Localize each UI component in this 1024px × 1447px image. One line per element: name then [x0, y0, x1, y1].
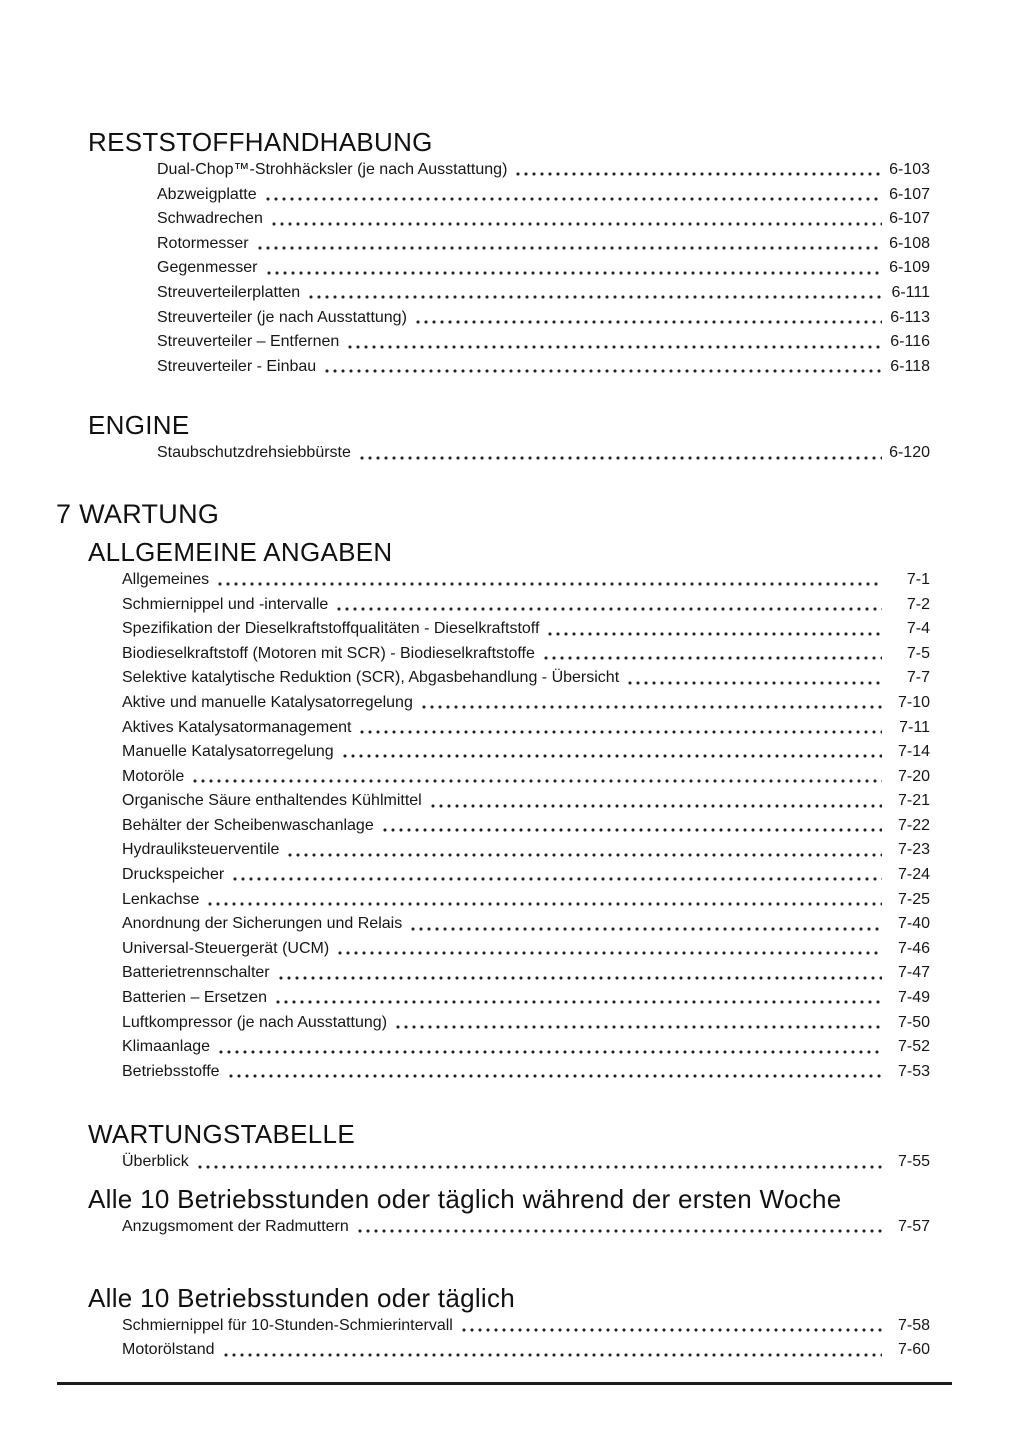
- entry-list: [157, 441, 930, 466]
- dot-leader: [458, 1314, 882, 1339]
- section-heading: ALLGEMEINE ANGABEN: [88, 536, 393, 567]
- entry-label: Streuverteiler - Einbau: [157, 357, 317, 375]
- entry-page: 7-2: [906, 595, 930, 613]
- dot-leader: [334, 937, 882, 962]
- toc-entry: [122, 642, 930, 667]
- section-heading: ENGINE: [88, 410, 190, 441]
- entry-label: Hydrauliksteuerventile: [122, 841, 280, 859]
- entry-page: 7-47: [897, 964, 930, 982]
- dot-leader: [339, 740, 882, 765]
- toc-entry: [122, 1060, 930, 1085]
- entry-page: 7-25: [897, 890, 930, 908]
- toc-entry: [122, 691, 930, 716]
- dot-leader: [215, 1035, 882, 1060]
- entry-label: Schwadrechen: [157, 210, 263, 228]
- toc-entry: [122, 838, 930, 863]
- toc-entry: [157, 158, 930, 183]
- entry-page: 7-55: [897, 1153, 930, 1171]
- entry-page: 7-1: [906, 570, 930, 588]
- entry-label: Allgemeines: [122, 570, 210, 588]
- section-every-10-hours-daily: [88, 1284, 930, 1363]
- entry-page: 7-20: [897, 767, 930, 785]
- entry-label: Schmiernippel für 10-Stunden-Schmierintervall: [122, 1316, 453, 1334]
- entry-page: 6-109: [889, 259, 930, 277]
- dot-leader: [262, 183, 882, 208]
- dot-leader: [418, 691, 882, 716]
- dot-leader: [344, 330, 882, 355]
- dot-leader: [284, 838, 882, 863]
- entry-label: Batterietrennschalter: [122, 964, 270, 982]
- toc-entry: [122, 1011, 930, 1036]
- entry-page: 7-4: [906, 620, 930, 638]
- entry-label: Klimaanlage: [122, 1038, 211, 1056]
- entry-label: Schmiernippel und -intervalle: [122, 595, 329, 613]
- entry-page: 7-49: [897, 989, 930, 1007]
- footer-divider: [57, 1382, 952, 1385]
- entry-label: Abzweigplatte: [157, 185, 257, 203]
- dot-leader: [512, 158, 882, 183]
- entry-page: 6-103: [889, 161, 930, 178]
- toc-entry: [157, 256, 930, 281]
- chapter-heading: 7 WARTUNG: [56, 498, 220, 529]
- toc-entry: [122, 716, 930, 741]
- section-residue-handling: [88, 128, 930, 379]
- dot-leader: [214, 568, 882, 593]
- dot-leader: [263, 256, 883, 281]
- toc-entry: [122, 863, 930, 888]
- entry-page: 7-24: [897, 866, 930, 884]
- toc-entry: [157, 232, 930, 257]
- entry-label: Luftkompressor (je nach Ausstattung): [122, 1013, 388, 1031]
- toc-entry: [122, 937, 930, 962]
- dot-leader: [305, 281, 882, 306]
- dot-leader: [254, 232, 882, 257]
- dot-leader: [229, 863, 882, 888]
- section-heading: Alle 10 Betriebsstunden oder täglich: [88, 1282, 516, 1313]
- entry-label: Organische Säure enthaltendes Kühlmittel: [122, 792, 422, 810]
- entry-label: Spezifikation der Dieselkraftstoffqualitäten - Dieselkraftstoff: [122, 620, 540, 638]
- entry-label: Aktive und manuelle Katalysatorregelung: [122, 693, 413, 711]
- section-every-10-hours-first-week: [88, 1185, 930, 1240]
- entry-label: Biodieselkraftstoff (Motoren mit SCR) - Biodieselkraftstoffe: [122, 644, 535, 662]
- toc-entry: [122, 789, 930, 814]
- entry-label: Streuverteilerplatten: [157, 283, 301, 301]
- entry-page: 7-21: [897, 792, 930, 810]
- dot-leader: [189, 765, 882, 790]
- entry-page: 7-10: [897, 693, 930, 711]
- entry-page: 7-52: [897, 1038, 930, 1056]
- entry-list: [122, 1314, 930, 1363]
- entry-page: 7-5: [906, 644, 930, 662]
- entry-label: Dual-Chop™-Strohhäcksler (je nach Ausstattung): [157, 161, 508, 178]
- entry-page: 7-57: [897, 1218, 930, 1235]
- entry-label: Motorölstand: [122, 1341, 215, 1359]
- entry-label: Batterien – Ersetzen: [122, 989, 267, 1007]
- entry-page: 7-7: [906, 669, 930, 687]
- section-maintenance-chart: [88, 1120, 930, 1175]
- dot-leader: [356, 441, 882, 466]
- dot-leader: [275, 961, 882, 986]
- dot-leader: [321, 355, 882, 380]
- entry-label: Gegenmesser: [157, 259, 258, 277]
- section-heading: Alle 10 Betriebsstunden oder täglich während der ersten Woche: [88, 1184, 842, 1214]
- dot-leader: [354, 1215, 882, 1240]
- dot-leader: [333, 593, 882, 618]
- dot-leader: [225, 1060, 882, 1085]
- entry-label: Rotormesser: [157, 234, 249, 252]
- toc-entry: [157, 441, 930, 466]
- dot-leader: [544, 617, 882, 642]
- toc-entry: [122, 765, 930, 790]
- entry-label: Lenkachse: [122, 890, 200, 908]
- entry-page: 7-60: [897, 1341, 930, 1359]
- dot-leader: [427, 789, 882, 814]
- toc-entry: [122, 1314, 930, 1339]
- toc-entry: [157, 355, 930, 380]
- section-heading: RESTSTOFFHANDHABUNG: [88, 127, 433, 157]
- entry-page: 6-113: [890, 308, 930, 326]
- toc-entry: [122, 1338, 930, 1363]
- section-heading: WARTUNGSTABELLE: [88, 1119, 355, 1150]
- section-general-information: [88, 538, 930, 1084]
- entry-page: 7-23: [897, 841, 930, 859]
- entry-label: Motoröle: [122, 767, 185, 785]
- dot-leader: [204, 888, 882, 913]
- dot-leader: [272, 986, 882, 1011]
- toc-entry: [157, 306, 930, 331]
- toc-entry: [122, 593, 930, 618]
- toc-entry: [122, 912, 930, 937]
- entry-page: 7-58: [897, 1316, 930, 1334]
- entry-label: Anordnung der Sicherungen und Relais: [122, 915, 403, 933]
- dot-leader: [624, 666, 882, 691]
- toc-entry: [122, 568, 930, 593]
- toc-entry: [122, 888, 930, 913]
- toc-entry: [122, 1215, 930, 1240]
- entry-list: [122, 1215, 930, 1240]
- entry-list: [122, 568, 930, 1084]
- entry-page: 6-120: [889, 444, 930, 462]
- entry-label: Anzugsmoment der Radmuttern: [122, 1218, 349, 1235]
- entry-label: Staubschutzdrehsiebbürste: [157, 444, 351, 462]
- toc-entry: [122, 986, 930, 1011]
- entry-page: 7-14: [897, 743, 930, 761]
- toc-entry: [122, 617, 930, 642]
- dot-leader: [407, 912, 882, 937]
- entry-page: 6-108: [889, 234, 930, 252]
- dot-leader: [379, 814, 882, 839]
- toc-entry: [157, 207, 930, 232]
- entry-label: Streuverteiler – Entfernen: [157, 333, 340, 351]
- entry-label: Streuverteiler (je nach Ausstattung): [157, 308, 407, 326]
- entry-label: Universal-Steuergerät (UCM): [122, 939, 330, 957]
- entry-label: Manuelle Katalysatorregelung: [122, 743, 334, 761]
- entry-page: 7-46: [897, 939, 930, 957]
- dot-leader: [412, 306, 882, 331]
- entry-page: 7-11: [899, 718, 930, 736]
- dot-leader: [392, 1011, 882, 1036]
- toc-entry: [122, 666, 930, 691]
- entry-page: 7-22: [897, 816, 930, 834]
- entry-label: Behälter der Scheibenwaschanlage: [122, 816, 374, 834]
- entry-page: 6-116: [890, 333, 930, 351]
- toc-entry: [157, 330, 930, 355]
- toc-entry: [122, 961, 930, 986]
- section-engine: [88, 411, 930, 466]
- dot-leader: [268, 207, 882, 232]
- entry-page: 7-53: [897, 1062, 930, 1080]
- entry-page: 7-40: [897, 915, 930, 933]
- toc-entry: [122, 814, 930, 839]
- toc-entry: [157, 183, 930, 208]
- entry-list: [157, 158, 930, 379]
- entry-page: 6-111: [891, 283, 930, 301]
- entry-label: Druckspeicher: [122, 866, 225, 884]
- dot-leader: [194, 1150, 882, 1175]
- dot-leader: [220, 1338, 883, 1363]
- entry-list: [122, 1150, 930, 1175]
- dot-leader: [540, 642, 882, 667]
- toc-entry: [122, 740, 930, 765]
- entry-page: 6-107: [889, 210, 930, 228]
- entry-page: 6-107: [889, 185, 930, 203]
- entry-page: 7-50: [897, 1013, 930, 1031]
- entry-label: Selektive katalytische Reduktion (SCR), Abgasbehandlung - Übersicht: [122, 669, 620, 687]
- entry-page: 6-118: [890, 357, 930, 375]
- toc-entry: [122, 1035, 930, 1060]
- dot-leader: [356, 716, 882, 741]
- entry-label: Aktives Katalysatormanagement: [122, 718, 352, 736]
- entry-label: Überblick: [122, 1153, 189, 1171]
- toc-entry: [122, 1150, 930, 1175]
- toc-entry: [157, 281, 930, 306]
- entry-label: Betriebsstoffe: [122, 1062, 220, 1080]
